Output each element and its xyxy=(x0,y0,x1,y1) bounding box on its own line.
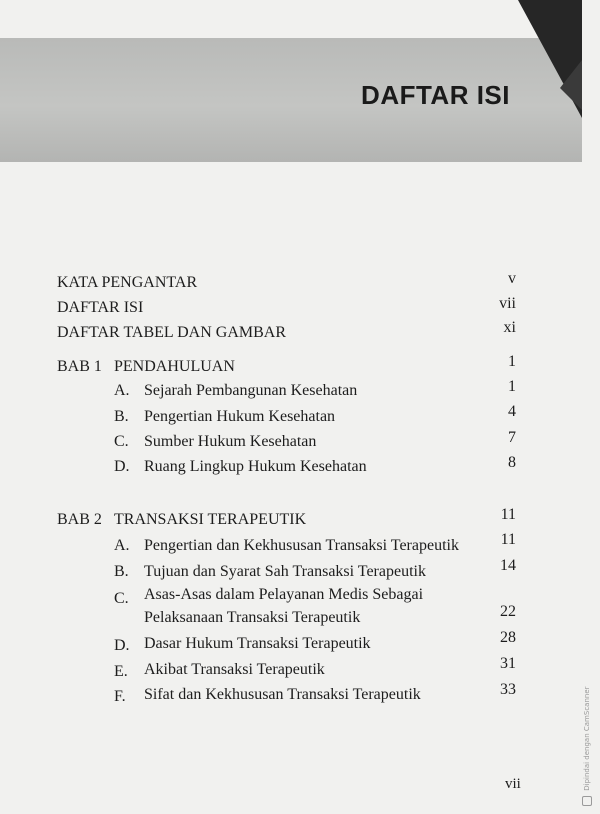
section-title[interactable]: Akibat Transaksi Terapeutik xyxy=(144,661,325,678)
toc-page-number: 1 xyxy=(508,353,516,370)
toc-page-number: 11 xyxy=(500,531,516,548)
toc-page-number: 1 xyxy=(508,378,516,395)
section-letter: A. xyxy=(114,382,130,399)
chapter-number: BAB 1 xyxy=(57,358,102,375)
chapter-title[interactable]: TRANSAKSI TERAPEUTIK xyxy=(114,511,307,528)
section-title[interactable]: Sumber Hukum Kesehatan xyxy=(144,433,317,450)
chapter-number: BAB 2 xyxy=(57,511,102,528)
section-letter: C. xyxy=(114,433,129,450)
camscanner-icon xyxy=(582,796,592,806)
section-letter: E. xyxy=(114,663,128,680)
section-letter: C. xyxy=(114,590,129,607)
toc-page-number: 8 xyxy=(508,454,516,471)
toc-page-number: 28 xyxy=(500,629,516,646)
toc-page-number: vii xyxy=(499,295,516,312)
folio-page-number: vii xyxy=(505,776,521,792)
scanner-watermark-text: Dipindai dengan CamScanner xyxy=(583,686,591,791)
section-letter: B. xyxy=(114,563,129,580)
section-title[interactable]: Pengertian Hukum Kesehatan xyxy=(144,408,336,425)
toc-page-number: 11 xyxy=(500,506,516,523)
section-letter: D. xyxy=(114,458,130,475)
toc-page-number: 22 xyxy=(500,603,516,620)
section-title[interactable]: Dasar Hukum Transaksi Terapeutik xyxy=(144,635,371,652)
section-title[interactable]: Ruang Lingkup Hukum Kesehatan xyxy=(144,458,367,475)
chapter-title[interactable]: PENDAHULUAN xyxy=(114,358,235,375)
section-title[interactable]: Sifat dan Kekhususan Transaksi Terapeutik xyxy=(144,686,421,703)
toc-front-item[interactable]: DAFTAR ISI xyxy=(57,299,144,316)
scanner-watermark xyxy=(582,686,596,806)
section-title[interactable]: Tujuan dan Syarat Sah Transaksi Terapeutik xyxy=(144,563,426,580)
section-letter: F. xyxy=(114,688,126,705)
toc-front-item[interactable]: KATA PENGANTAR xyxy=(57,274,198,291)
toc-page-number: v xyxy=(508,270,516,287)
toc-page-number: 14 xyxy=(500,557,516,574)
corner-decoration xyxy=(0,0,600,180)
section-letter: A. xyxy=(114,537,130,554)
section-letter: B. xyxy=(114,408,129,425)
toc-front-item[interactable]: DAFTAR TABEL DAN GAMBAR xyxy=(57,324,287,341)
section-title[interactable]: Sejarah Pembangunan Kesehatan xyxy=(144,382,358,399)
toc-page-number: 4 xyxy=(508,403,516,420)
toc-page-number: 7 xyxy=(508,429,516,446)
toc-page-number: xi xyxy=(503,319,516,336)
toc-page-number: 33 xyxy=(500,681,516,698)
section-title[interactable]: Asas-Asas dalam Pelayanan Medis Sebagai xyxy=(144,586,424,603)
section-title-continued[interactable]: Pelaksanaan Transaksi Terapeutik xyxy=(144,609,361,626)
section-letter: D. xyxy=(114,637,130,654)
page-title: DAFTAR ISI xyxy=(361,80,510,110)
section-title[interactable]: Pengertian dan Kekhususan Transaksi Terapeutik xyxy=(144,537,459,554)
toc-page-number: 31 xyxy=(500,655,516,672)
